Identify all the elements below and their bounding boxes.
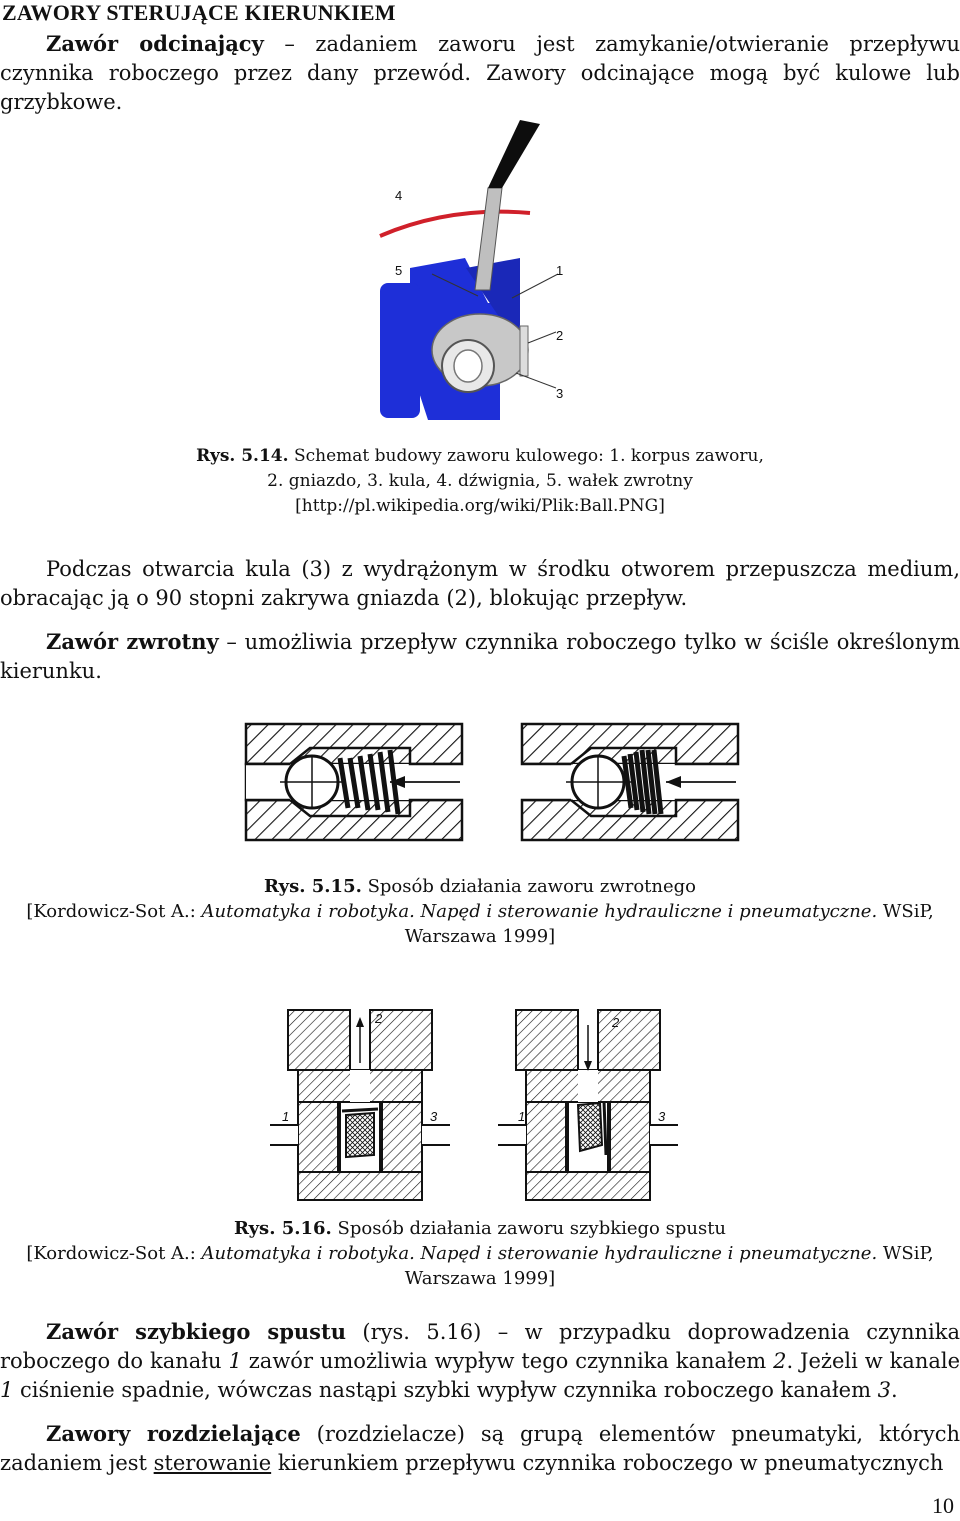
check-valve-left <box>246 724 462 840</box>
paragraph-check-valve <box>0 627 960 686</box>
qe-text-2: zawór umożliwia wypływ tego czynnika kanałem <box>241 1349 774 1373</box>
caption-fig-5-15 <box>0 874 960 949</box>
check-valve-text: – umożliwia przepływ czynnika roboczego tylko w ściśle określonym kierunku. <box>0 630 960 683</box>
label-1: 1 <box>556 263 564 278</box>
lever-arc <box>380 212 530 236</box>
caption-line3: [http://pl.wikipedia.org/wiki/Plik:Ball.PNG] <box>295 496 665 516</box>
ref-place-year: Warszawa 1999] <box>404 926 556 947</box>
ball-bore-inner <box>454 350 482 382</box>
check-valve-figure <box>240 718 745 846</box>
ref-author: [Kordowicz-Sot A.: <box>26 901 202 922</box>
ball-valve-figure <box>370 118 590 430</box>
label-4: 4 <box>395 188 403 203</box>
label-3: 3 <box>556 386 564 401</box>
shutoff-valve-text: – zadaniem zaworu jest zamykanie/otwieranie przepływu czynnika roboczego przez dany przewód. Zawory odcinające mogą być kulowe lub grzybkowe. <box>0 32 960 114</box>
paragraph-quick-exhaust <box>0 1317 960 1405</box>
caption-fig-5-16 <box>0 1216 960 1291</box>
term-shutoff-valve: Zawór odcinający <box>46 31 264 56</box>
quick-exhaust-right <box>498 1010 678 1200</box>
valve-seat <box>520 326 528 376</box>
leader-2 <box>528 332 556 343</box>
valve-flange <box>380 283 420 418</box>
qe-text-5: . <box>891 1378 898 1402</box>
paragraph-ball-valve-operation <box>0 555 960 613</box>
term-directional-valves: Zawory rozdzielające <box>46 1421 301 1446</box>
check-valve-right <box>522 724 738 840</box>
paragraph-shutoff-valve <box>0 29 960 117</box>
caption-number: Rys. 5.15. <box>263 876 362 897</box>
caption-title: Sposób działania zaworu szybkiego spustu <box>331 1218 727 1239</box>
qe-text-3: . Jeżeli w kanale <box>786 1349 960 1373</box>
caption-number: Rys. 5.14. <box>196 446 289 466</box>
quick-exhaust-left <box>270 1010 450 1200</box>
qe-channel-1: 1 <box>228 1349 242 1373</box>
leader-3 <box>516 373 556 388</box>
port-label-3-left: 3 <box>430 1109 438 1124</box>
port-label-2-right: 2 <box>612 1015 620 1030</box>
port-label-2-left: 2 <box>375 1011 383 1026</box>
ref-publisher: WSiP, <box>877 901 934 922</box>
label-5: 5 <box>395 263 403 278</box>
qe-text-1: (rys. 5.16) – w przypadku doprowadzenia czynnika roboczego do kanału <box>0 1320 960 1373</box>
caption-line2: 2. gniazdo, 3. kula, 4. dźwignia, 5. wałek zwrotny <box>267 471 693 491</box>
qe-channel-1b: 1 <box>0 1378 14 1402</box>
ref-title: Automatyka i robotyka. Napęd i sterowanie hydrauliczne i pneumatyczne. <box>201 1243 878 1264</box>
caption-line1: Schemat budowy zaworu kulowego: 1. korpus zaworu, <box>288 446 764 466</box>
ref-place-year: Warszawa 1999] <box>404 1268 556 1289</box>
port-label-1-left: 1 <box>282 1109 290 1124</box>
valve-handle <box>488 120 540 188</box>
label-2: 2 <box>556 328 564 343</box>
qe-text-4: ciśnienie spadnie, wówczas nastąpi szybki wypływ czynnika roboczego kanałem <box>13 1378 878 1402</box>
page-heading: ZAWORY STERUJĄCE KIERUNKIEM <box>2 0 396 25</box>
dv-underlined: sterowanie <box>153 1451 272 1475</box>
term-quick-exhaust: Zawór szybkiego spustu <box>46 1319 346 1344</box>
port-label-3-right: 3 <box>658 1109 666 1124</box>
ref-title: Automatyka i robotyka. Napęd i sterowanie hydrauliczne i pneumatyczne. <box>201 901 878 922</box>
port-label-1-right: 1 <box>518 1109 526 1124</box>
qe-channel-2: 2 <box>773 1349 787 1373</box>
dv-text-1: (rozdzielacze) są grupą elementów pneumatyki, których zadaniem jest <box>0 1422 960 1475</box>
caption-title: Sposób działania zaworu zwrotnego <box>361 876 697 897</box>
caption-number: Rys. 5.16. <box>233 1218 332 1239</box>
qe-channel-3: 3 <box>877 1378 892 1402</box>
caption-fig-5-14 <box>0 444 960 519</box>
ref-publisher: WSiP, <box>877 1243 934 1264</box>
page-number: 10 <box>932 1493 954 1518</box>
ball-valve-operation-text: Podczas otwarcia kula (3) z wydrążonym w środku otworem przepuszcza medium, obracając ją o 90 stopni zakrywa gniazda (2), blokując przepływ. <box>0 557 960 610</box>
paragraph-directional-valves <box>0 1419 960 1478</box>
ref-author: [Kordowicz-Sot A.: <box>26 1243 202 1264</box>
quick-exhaust-valve-figure <box>270 1005 690 1205</box>
dv-text-2: kierunkiem przepływu czynnika roboczego w pneumatycznych <box>271 1451 944 1475</box>
term-check-valve: Zawór zwrotny <box>46 629 219 654</box>
